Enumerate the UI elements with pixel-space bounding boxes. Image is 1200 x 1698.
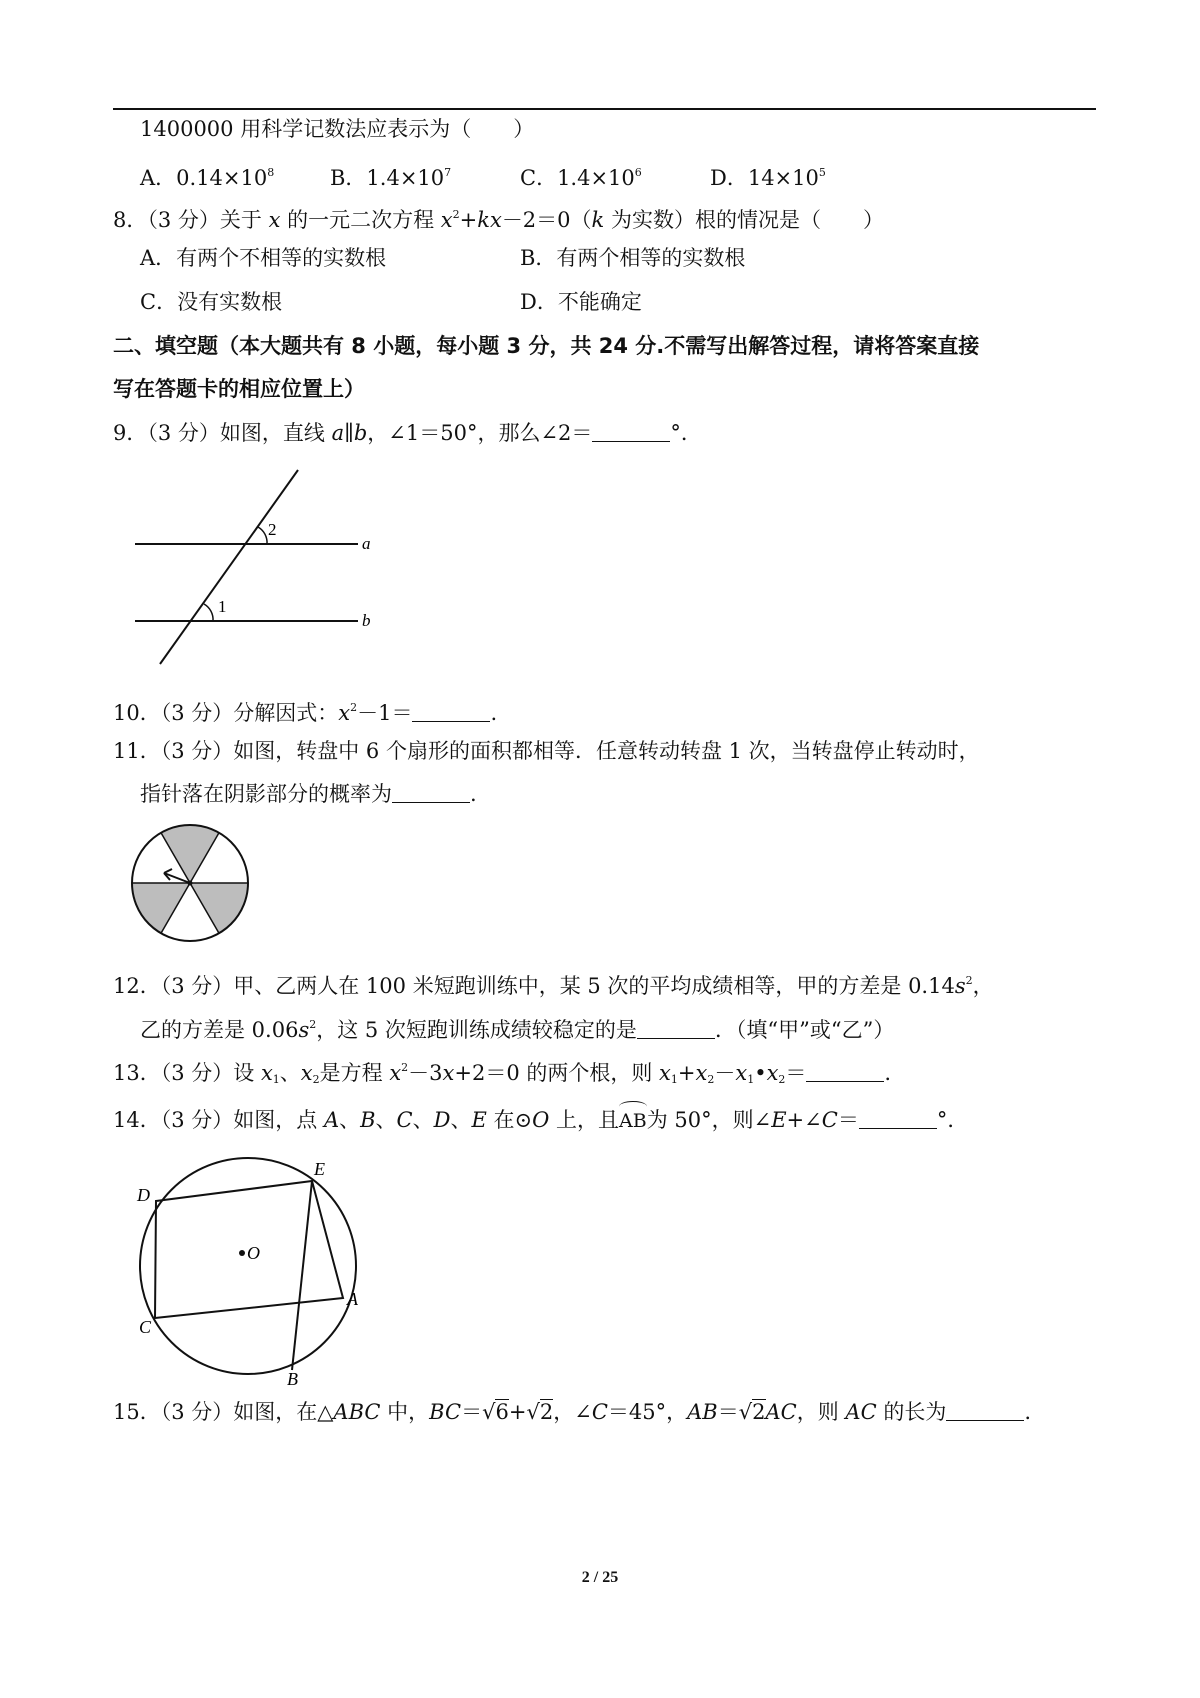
q11-stem-line2: 指针落在阴影部分的概率为 . [140, 782, 477, 806]
shaded-sector [132, 883, 190, 933]
label-c: C [139, 1317, 152, 1337]
q8-stem: 8．（3 分）关于 x 的一元二次方程 $x^2+kx-2=0(k$ 为实数）根的情况是（ ） [113, 208, 884, 232]
arc-ab: AB [619, 1105, 647, 1136]
angle-1-label: 1 [218, 597, 227, 616]
answer-blank [637, 1018, 715, 1039]
answer-blank [806, 1061, 884, 1082]
page-number: 2 / 25 [581, 1569, 619, 1586]
answer-blank [946, 1400, 1024, 1421]
sqrt-2: √2 [738, 1400, 766, 1424]
q13-stem: 13．（3 分）设 $x_1$、$x_2$是方程 $x^2-3x+2=0$ 的两个根，则 $x_1+x_2-x_1•x_2=$ . [113, 1061, 892, 1086]
spinner-figure [125, 818, 260, 953]
label-a: A [347, 1289, 358, 1309]
q7-option-b: B．$1.4\times 10^7$ [330, 166, 452, 190]
q11-stem-line1: 11．（3 分）如图，转盘中 6 个扇形的面积都相等．任意转动转盘 1 次，当转盘停止转动时， [113, 739, 980, 763]
header-rule [113, 108, 1096, 110]
angle-2-label: 2 [268, 520, 277, 539]
label-o: O [247, 1243, 260, 1263]
angle-2-arc [258, 527, 267, 544]
parallel-lines-figure [120, 460, 400, 680]
sqrt-2: √2 [526, 1400, 554, 1424]
chord-eb [292, 1181, 312, 1370]
q10-stem: 10．（3 分）分解因式：$x^2-1=$ . [113, 701, 498, 725]
label-d: D [137, 1185, 150, 1205]
q7-option-d: D．$14\times 10^5$ [710, 166, 826, 190]
shaded-sector [190, 883, 248, 933]
q9-stem: 9．（3 分）如图，直线 a∥b，∠1＝50°，那么∠2＝ °． [113, 421, 702, 445]
q7-option-a: A．$0.14\times 10^8$ [140, 166, 275, 190]
q8-option-d: D．不能确定 [520, 290, 642, 314]
transversal [160, 470, 298, 664]
q12-stem-line2: 乙的方差是 $0.06s^2$，这 5 次短跑训练成绩较稳定的是 ．（填“甲”或“乙”） [140, 1018, 895, 1042]
q7-stem-tail: 1400000 用科学记数法应表示为（ ） [140, 117, 535, 141]
q14-stem: 14．（3 分）如图，点 A、B、C、D、E 在⊙O 上，且 AB为 50°，则∠E+∠C＝ °． [113, 1105, 968, 1136]
answer-blank [412, 701, 490, 722]
line-b-label: b [362, 611, 371, 630]
answer-blank [859, 1108, 937, 1129]
section-heading-line1: 二、填空题（本大题共有 8 小题，每小题 3 分，共 24 分.不需写出解答过程，请将答案直接 [113, 334, 980, 358]
label-b: B [287, 1369, 298, 1385]
circle-o [140, 1158, 356, 1374]
sqrt-6: √6 [482, 1400, 509, 1424]
angle-1-arc [204, 604, 213, 621]
q15-stem: 15．（3 分）如图，在△ABC 中，BC＝√6+√2，∠C＝45°，AB＝√2AC，则 AC 的长为 . [113, 1400, 1032, 1424]
circle-figure [125, 1155, 375, 1385]
q7-option-c: C．$1.4\times 10^6$ [520, 166, 642, 190]
section-heading-line2: 写在答题卡的相应位置上） [113, 377, 365, 401]
label-e: E [314, 1159, 325, 1179]
q8-option-c: C．没有实数根 [140, 290, 283, 314]
line-a-label: a [362, 534, 371, 553]
answer-blank [592, 421, 670, 442]
q12-stem-line1: 12．（3 分）甲、乙两人在 100 米短跑训练中，某 5 次的平均成绩相等，甲的方差是 $0.14s^2$， [113, 974, 994, 998]
q8-option-b: B．有两个相等的实数根 [520, 246, 746, 270]
answer-blank [392, 782, 470, 803]
q8-option-a: A．有两个不相等的实数根 [140, 246, 387, 270]
